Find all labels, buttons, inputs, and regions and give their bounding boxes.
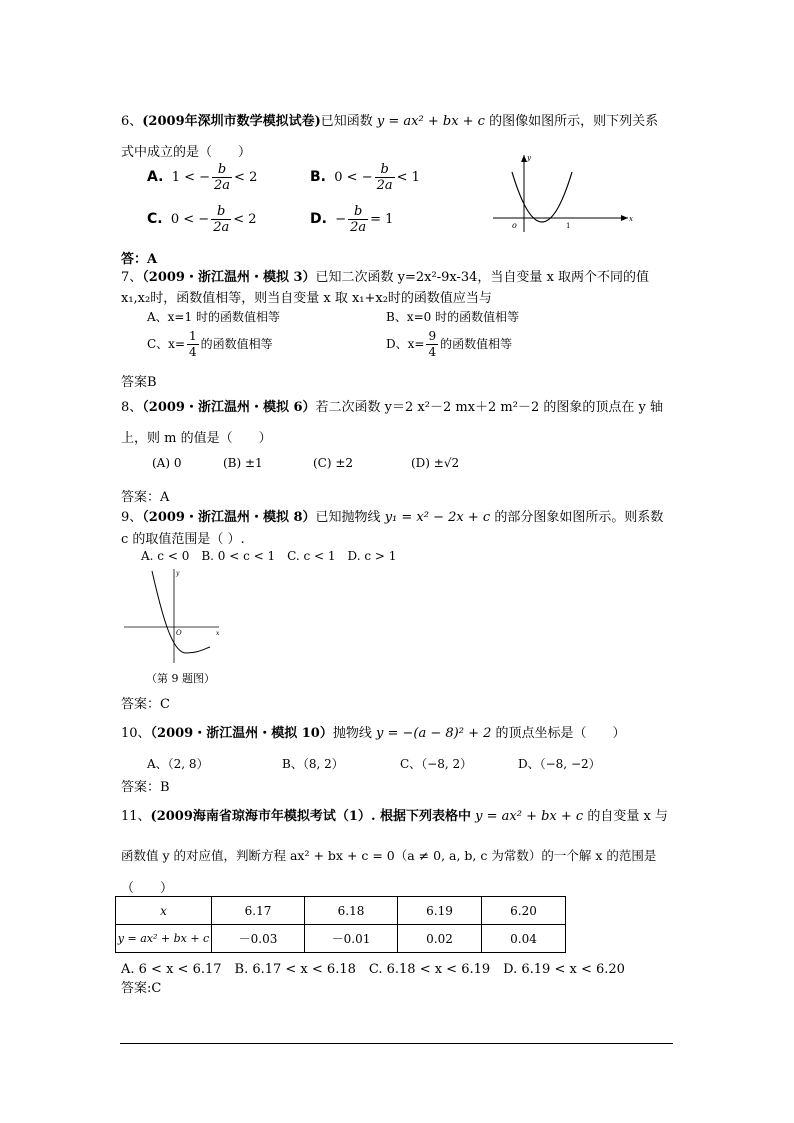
q11-stem-mid: . 根据下列表格中	[370, 809, 471, 824]
q6-option-left: 0 < −	[170, 212, 210, 227]
q11-line1	[121, 805, 668, 824]
q11-stem-post: 的自变量 x 与	[587, 809, 668, 824]
q10-option-b: B、（8, 2）	[282, 757, 344, 771]
q7-option-fraction	[426, 329, 438, 360]
q10-func: y = −(a − 8)² + 2	[376, 726, 492, 741]
q9-number: 9、	[121, 510, 143, 525]
q9-func: y₁ = x² − 2x + c	[384, 510, 491, 525]
q8-option-d: (D) ±√2	[411, 456, 460, 470]
q7-number: 7、	[121, 270, 143, 285]
q11-stem-line3: （ ）	[121, 881, 174, 896]
q6-option-right: = 1	[370, 212, 394, 227]
origin-label: O	[176, 629, 182, 637]
q7-option-post: 的函数值相等	[440, 337, 513, 351]
q6-stem-post: 的图像如图所示，则下列关系	[489, 114, 659, 129]
fraction-num: b	[375, 162, 395, 178]
q8-source: （2009・浙江温州・模拟 6）	[142, 400, 316, 415]
q9-line1	[121, 506, 663, 525]
q6-option-b	[310, 162, 420, 193]
q8-option-c: (C) ±2	[313, 456, 354, 470]
q11-answer: 答案:C	[121, 981, 162, 996]
table-cell: 6.19	[398, 897, 482, 925]
q7-option-pre: C、x=	[147, 337, 186, 351]
table-cell: 0.02	[398, 925, 482, 953]
fraction-num: b	[211, 204, 231, 220]
q6-option-fraction	[348, 204, 368, 235]
q10-source: （2009・浙江温州・模拟 10）	[150, 726, 333, 741]
q8-line1	[121, 396, 663, 415]
table-cell: －0.03	[212, 925, 305, 953]
q6-option-fraction	[212, 162, 232, 193]
tick-label: 1	[566, 222, 571, 230]
q7-option-fraction	[187, 329, 199, 360]
origin-label: o	[512, 221, 517, 230]
fraction-num: b	[348, 204, 368, 220]
q11-options: A. 6 < x < 6.17 B. 6.17 < x < 6.18 C. 6.18 < x < 6.19 D. 6.19 < x < 6.20	[121, 962, 625, 977]
parabola-curve	[512, 172, 572, 222]
x-axis-label: x	[216, 630, 220, 637]
q8-option-a: (A) 0	[152, 456, 182, 470]
q6-answer: 答：A	[121, 252, 158, 267]
q6-option-fraction	[375, 162, 395, 193]
parabola-curve	[152, 571, 210, 653]
q6-option-d	[310, 204, 393, 235]
fraction-num: 9	[428, 329, 437, 343]
q8-option-b: (B) ±1	[223, 456, 263, 470]
q10-stem-pre: 抛物线	[332, 726, 372, 741]
q6-parabola-graph	[488, 150, 638, 240]
fraction-num: 1	[189, 329, 197, 343]
q6-option-right: < 1	[396, 170, 420, 185]
fraction-den: 4	[428, 345, 437, 359]
q9-options: A. c < 0 B. 0 < c < 1 C. c < 1 D. c > 1	[141, 549, 397, 563]
table-row	[116, 925, 566, 953]
q9-answer: 答案：C	[121, 697, 170, 712]
q6-option-fraction	[211, 204, 231, 235]
q6-option-letter: B.	[310, 169, 326, 185]
fraction-den: 2a	[214, 178, 231, 193]
q9-source: （2009・浙江温州・模拟 8）	[142, 510, 316, 525]
q6-option-letter: C.	[147, 211, 163, 227]
q6-option-a	[147, 162, 257, 193]
y-axis-label: y	[527, 154, 531, 162]
q10-answer: 答案：B	[121, 780, 170, 795]
q7-option-c	[147, 329, 273, 360]
q7-option-b: B、x=0 时的函数值相等	[386, 310, 520, 324]
q9-parabola-graph	[124, 565, 224, 665]
x-axis-label: x	[629, 215, 633, 223]
q8-answer: 答案：A	[121, 490, 170, 505]
page-bottom-rule	[120, 1043, 673, 1044]
q7-answer: 答案B	[121, 375, 157, 390]
q6-source: (2009年深圳市数学模拟试卷)	[142, 114, 321, 129]
q6-number: 6、	[121, 114, 143, 129]
q7-line1	[121, 266, 649, 285]
q7-stem-line2: x₁,x₂时，函数值相等，则当自变量 x 取 x₁+x₂时的函数值应当与	[121, 291, 492, 306]
q9-caption: （第 9 题图）	[146, 672, 215, 685]
table-cell: 6.17	[212, 897, 305, 925]
q6-stem-line2: 式中成立的是（ ）	[121, 145, 252, 160]
table-cell: x	[116, 897, 212, 925]
q6-option-left: −	[335, 212, 347, 227]
q9-stem-pre: 已知抛物线	[315, 510, 381, 525]
q6-option-c	[147, 204, 257, 235]
q10-option-d: D、（−8, −2）	[518, 757, 601, 771]
q6-option-letter: A.	[147, 169, 164, 185]
y-axis-label: y	[176, 570, 180, 577]
fraction-den: 2a	[376, 178, 393, 193]
q8-number: 8、	[121, 400, 143, 415]
fraction-den: 2a	[350, 220, 367, 235]
q8-stem-line1: 若二次函数 y＝2 x²－2 mx＋2 m²－2 的图象的顶点在 y 轴	[315, 400, 663, 415]
q7-option-d	[386, 329, 512, 360]
q11-source: (2009海南省琼海市年模拟考试（1）	[150, 809, 371, 824]
q7-option-a: A、x=1 时的函数值相等	[147, 310, 280, 324]
q6-option-letter: D.	[310, 211, 327, 227]
q7-stem-line1: 已知二次函数 y=2x²-9x-34，当自变量 x 取两个不同的值	[315, 270, 650, 285]
q10-option-a: A、（2, 8）	[147, 757, 209, 771]
q6-line1	[121, 110, 658, 129]
q10-stem-post: 的顶点坐标是（ ）	[495, 726, 626, 741]
fraction-num: b	[212, 162, 232, 178]
q6-option-left: 0 < −	[334, 170, 373, 185]
q11-stem-line2: 函数值 y 的对应值，判断方程 ax² + bx + c = 0（a ≠ 0, a, b, c 为常数）的一个解 x 的范围是	[121, 848, 657, 863]
q6-option-left: 1 < −	[171, 170, 211, 185]
table-cell: 6.18	[305, 897, 398, 925]
q7-source: （2009・浙江温州・模拟 3）	[142, 270, 316, 285]
q9-stem-line2: c 的取值范围是（ ）.	[121, 532, 245, 547]
q6-option-right: < 2	[233, 212, 257, 227]
q11-func: y = ax² + bx + c	[475, 809, 584, 824]
x-axis-arrow	[621, 215, 628, 221]
q10-number: 10、	[121, 726, 151, 741]
table-row	[116, 897, 566, 925]
table-cell: －0.01	[305, 925, 398, 953]
fraction-den: 2a	[213, 220, 230, 235]
q7-option-post: 的函数值相等	[200, 337, 273, 351]
q11-number: 11、	[121, 809, 151, 824]
table-cell: 6.20	[482, 897, 566, 925]
q7-option-pre: D、x=	[386, 337, 425, 351]
q8-stem-line2: 上，则 m 的值是（ ）	[121, 431, 272, 446]
table-cell: y = ax² + bx + c	[116, 925, 212, 953]
q6-option-right: < 2	[234, 170, 258, 185]
q6-func: y = ax² + bx + c	[376, 114, 485, 129]
table-cell: 0.04	[482, 925, 566, 953]
q11-value-table	[115, 896, 566, 953]
fraction-den: 4	[189, 345, 197, 359]
q9-stem-post: 的部分图象如图所示。则系数	[494, 510, 664, 525]
q6-stem-pre: 已知函数	[320, 114, 373, 129]
q10-option-c: C、（−8, 2）	[400, 757, 473, 771]
q10-line1	[121, 722, 626, 741]
